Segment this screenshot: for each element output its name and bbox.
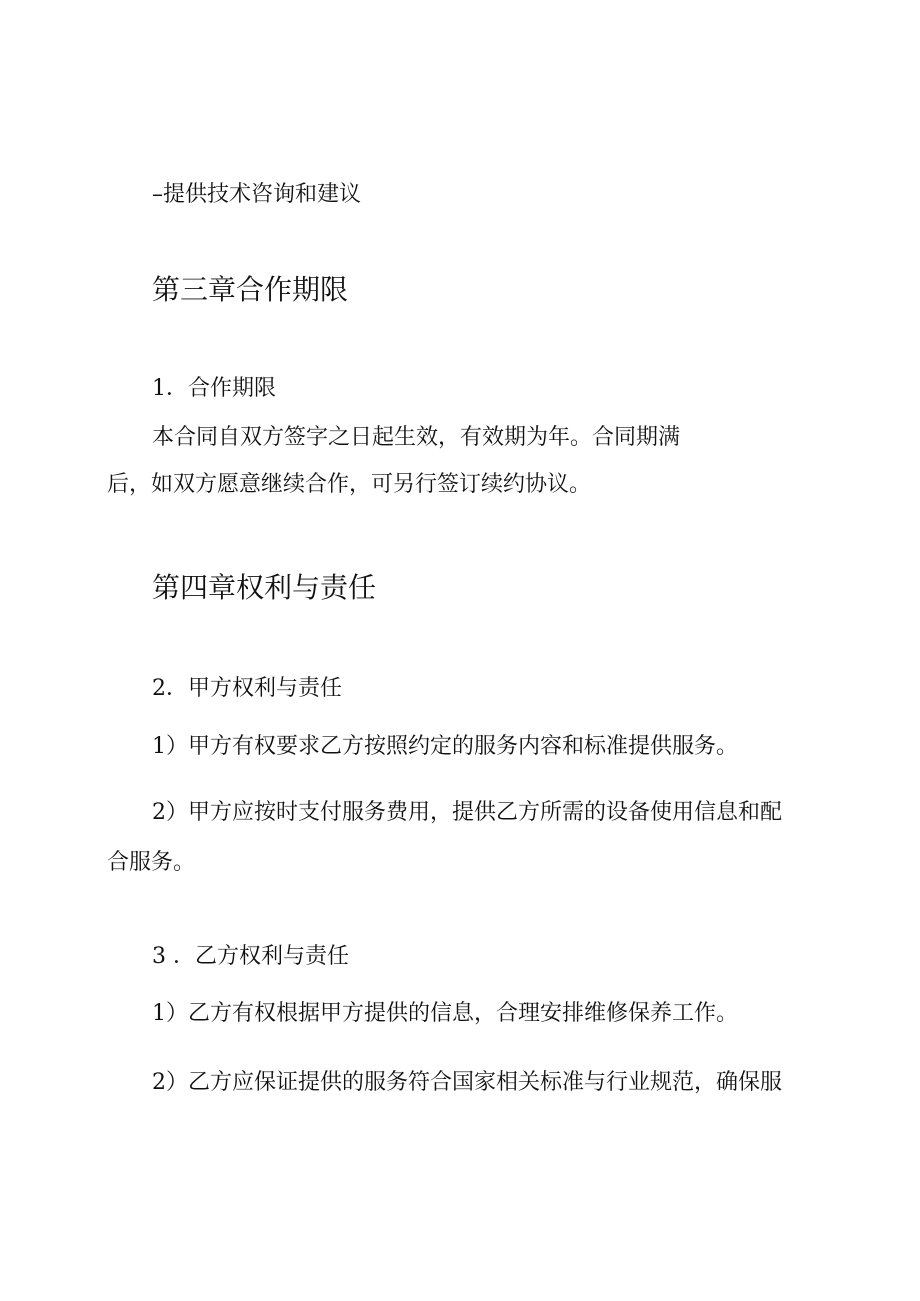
section-1-paragraph-line-2: 后，如双方愿意继续合作，可另行签订续约协议。 [107, 472, 592, 497]
chapter-4-heading: 第四章权利与责任 [152, 571, 377, 604]
section-3-item-2-line-1: 2）乙方应保证提供的服务符合国家相关标准与行业规范，确保服 [152, 1070, 782, 1095]
section-3-title: 3 ．乙方权利与责任 [152, 944, 349, 969]
intro-list-item: –提供技术咨询和建议 [152, 182, 362, 207]
section-2-item-1: 1）甲方有权要求乙方按照约定的服务内容和标准提供服务。 [152, 734, 738, 759]
section-1-paragraph-line-1: 本合同自双方签字之日起生效，有效期为年。合同期满 [152, 425, 681, 450]
chapter-3-heading: 第三章合作期限 [152, 273, 349, 306]
section-3-item-1: 1）乙方有权根据甲方提供的信息，合理安排维修保养工作。 [152, 1001, 738, 1026]
section-1-title: 1．合作期限 [152, 376, 276, 401]
section-2-item-2-line-1: 2）甲方应按时支付服务费用，提供乙方所需的设备使用信息和配 [152, 800, 782, 825]
section-2-item-2-line-2: 合服务。 [107, 850, 196, 875]
section-2-title: 2．甲方权利与责任 [152, 676, 342, 701]
